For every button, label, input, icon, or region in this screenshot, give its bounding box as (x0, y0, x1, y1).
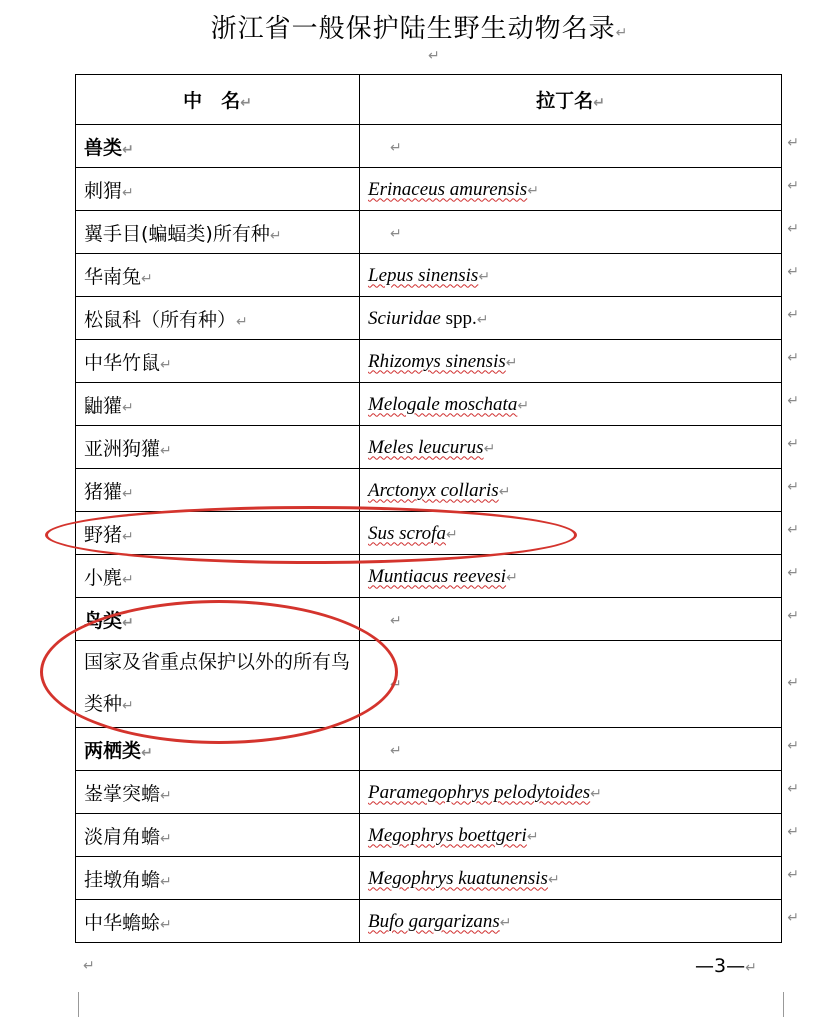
paragraph-mark: ↵ (236, 313, 248, 330)
latin-name-cell (360, 168, 799, 211)
paragraph-mark: ↵ (506, 569, 518, 586)
paragraph-mark: ↵ (517, 397, 530, 414)
chinese-name-text: 野猪 (84, 523, 123, 546)
latin-name-text: Sciuridae (368, 307, 441, 329)
row-end-mark: ↵ (787, 607, 799, 624)
paragraph-mark: ↵ (160, 830, 172, 847)
chinese-name-text: 中华蟾蜍 (84, 911, 161, 934)
chinese-name-cell (76, 512, 360, 555)
row-end-mark: ↵ (787, 866, 799, 883)
paragraph-mark: ↵ (122, 571, 134, 588)
paragraph-mark: ↵ (141, 270, 153, 287)
latin-name-text: Sus scrofa (368, 522, 446, 544)
chinese-name-cell (76, 168, 360, 211)
latin-name-text: Paramegophrys pelodytoides (368, 781, 591, 803)
chinese-name-text: 两栖类 (84, 739, 142, 762)
table-row (76, 814, 782, 857)
latin-name-cell (360, 512, 799, 555)
chinese-name-text: 中华竹鼠 (84, 351, 161, 374)
row-end-mark: ↵ (787, 909, 799, 926)
page-number-text: —3— (695, 955, 746, 977)
paragraph-mark: ↵ (160, 356, 172, 373)
chinese-name-cell (76, 598, 360, 641)
row-end-mark: ↵ (787, 435, 799, 452)
paragraph-mark: ↵ (390, 225, 402, 242)
chinese-name-text: 翼手目(蝙蝠类)所有种 (84, 222, 270, 245)
row-end-mark: ↵ (787, 134, 799, 151)
latin-name-cell (360, 254, 799, 297)
paragraph-mark: ↵ (390, 742, 402, 759)
row-end-mark: ↵ (787, 306, 799, 323)
latin-name-cell (360, 814, 799, 857)
latin-name-text: Erinaceus amurensis (368, 178, 528, 200)
row-end-mark: ↵ (787, 263, 799, 280)
latin-suffix-text: spp. (440, 307, 477, 329)
paragraph-mark: ↵ (547, 871, 560, 888)
paragraph-mark: ↵ (160, 442, 172, 459)
chinese-name-cell (76, 297, 360, 340)
crop-mark-bottom-left (50, 992, 79, 1017)
latin-name-text: Lepus sinensis (368, 264, 479, 286)
latin-name-cell (360, 426, 799, 469)
row-end-mark: ↵ (787, 349, 799, 366)
table-row (76, 211, 782, 254)
species-table (75, 74, 799, 943)
latin-name-text: Rhizomys sinensis (368, 350, 506, 372)
paragraph-mark: ↵ (240, 95, 252, 111)
latin-name-cell (360, 598, 799, 641)
chinese-name-cell (76, 254, 360, 297)
chinese-name-cell (76, 555, 360, 598)
chinese-name-text: 挂墩角蟾 (84, 868, 161, 891)
chinese-name-cell (76, 426, 360, 469)
latin-name-text: Megophrys kuatunensis (368, 867, 548, 889)
paragraph-mark: ↵ (483, 440, 496, 457)
row-end-mark: ↵ (787, 737, 799, 754)
paragraph-mark: ↵ (390, 139, 402, 156)
latin-name-cell (360, 211, 799, 254)
latin-name-cell (360, 340, 799, 383)
paragraph-mark: ↵ (122, 614, 134, 631)
page-title (0, 8, 839, 45)
paragraph-mark: ↵ (498, 483, 511, 500)
latin-name-cell (360, 728, 799, 771)
paragraph-mark: ↵ (83, 958, 95, 974)
chinese-name-cell (76, 340, 360, 383)
header-latin-name (360, 75, 782, 125)
chinese-name-text: 鸟类 (84, 609, 123, 632)
row-end-mark: ↵ (787, 823, 799, 840)
chinese-name-text: 国家及省重点保护以外的所有鸟类种 (84, 651, 351, 715)
table-row (76, 900, 782, 943)
paragraph-mark: ↵ (505, 354, 518, 371)
row-end-mark: ↵ (787, 521, 799, 538)
table-row (76, 641, 782, 728)
latin-name-cell (360, 297, 799, 340)
row-end-mark: ↵ (787, 220, 799, 237)
table-row (76, 426, 782, 469)
latin-name-text: Bufo gargarizans (368, 910, 500, 932)
header-chinese-name (76, 75, 360, 125)
paragraph-mark: ↵ (428, 48, 440, 64)
paragraph-mark: ↵ (615, 25, 629, 41)
table-category-row (76, 728, 782, 771)
paragraph-mark: ↵ (445, 526, 458, 543)
title-text: 浙江省一般保护陆生野生动物名录 (210, 14, 616, 44)
table-row (76, 297, 782, 340)
paragraph-mark: ↵ (593, 95, 605, 111)
chinese-name-text: 鼬獾 (84, 394, 123, 417)
latin-name-text: Meles leucurus (368, 436, 484, 458)
row-end-mark: ↵ (787, 478, 799, 495)
crop-mark-bottom-right (783, 992, 812, 1017)
chinese-name-cell (76, 641, 360, 728)
chinese-name-cell (76, 383, 360, 426)
latin-name-cell (360, 900, 799, 943)
chinese-name-cell (76, 125, 360, 168)
paragraph-mark: ↵ (122, 141, 134, 158)
chinese-name-text: 松鼠科（所有种） (84, 308, 237, 331)
table-category-row (76, 125, 782, 168)
latin-name-text: Arctonyx collaris (368, 479, 499, 501)
latin-name-cell (360, 555, 799, 598)
chinese-name-cell (76, 814, 360, 857)
table-row (76, 168, 782, 211)
table-row (76, 469, 782, 512)
latin-name-cell (360, 125, 799, 168)
paragraph-mark: ↵ (390, 612, 402, 629)
latin-name-cell (360, 641, 799, 728)
paragraph-mark: ↵ (527, 182, 539, 199)
chinese-name-cell (76, 728, 360, 771)
chinese-name-cell (76, 211, 360, 254)
paragraph-mark: ↵ (122, 485, 134, 502)
paragraph-mark: ↵ (160, 916, 172, 933)
row-end-mark: ↵ (787, 177, 799, 194)
latin-name-cell (360, 771, 799, 814)
latin-name-text: Muntiacus reevesi (368, 565, 507, 587)
paragraph-mark: ↵ (122, 528, 134, 545)
paragraph-mark: ↵ (590, 785, 602, 802)
chinese-name-cell (76, 771, 360, 814)
header-chinese-name-text: 中 名 (183, 90, 241, 112)
paragraph-mark: ↵ (745, 960, 757, 976)
chinese-name-text: 小麂 (84, 566, 123, 589)
paragraph-mark: ↵ (499, 914, 512, 931)
chinese-name-text: 猪獾 (84, 480, 123, 503)
paragraph-mark: ↵ (390, 677, 402, 693)
paragraph-mark: ↵ (122, 184, 134, 201)
table-row (76, 254, 782, 297)
row-end-mark: ↵ (787, 564, 799, 581)
table-row (76, 857, 782, 900)
latin-name-text: Melogale moschata (368, 393, 518, 415)
table-row (76, 340, 782, 383)
chinese-name-cell (76, 900, 360, 943)
chinese-name-text: 崟掌突蟾 (84, 782, 161, 805)
table-header-row (76, 75, 782, 125)
paragraph-mark: ↵ (526, 828, 539, 845)
row-end-mark: ↵ (787, 392, 799, 409)
chinese-name-text: 亚洲狗獾 (84, 437, 161, 460)
paragraph-mark: ↵ (160, 787, 172, 804)
chinese-name-text: 刺猬 (84, 179, 123, 202)
paragraph-mark: ↵ (476, 311, 489, 328)
table-category-row (76, 598, 782, 641)
paragraph-mark: ↵ (478, 268, 491, 285)
chinese-name-cell (76, 857, 360, 900)
row-end-mark: ↵ (787, 780, 799, 797)
row-end-mark: ↵ (787, 675, 799, 691)
latin-name-cell (360, 383, 799, 426)
paragraph-mark: ↵ (160, 873, 172, 890)
chinese-name-text: 华南兔 (84, 265, 142, 288)
paragraph-mark: ↵ (269, 227, 282, 244)
paragraph-mark: ↵ (141, 744, 153, 761)
header-latin-name-text: 拉丁名 (536, 90, 594, 112)
paragraph-mark: ↵ (122, 698, 134, 714)
chinese-name-text: 兽类 (84, 136, 123, 159)
table-row (76, 771, 782, 814)
latin-name-cell (360, 469, 799, 512)
chinese-name-cell (76, 469, 360, 512)
page-number (695, 955, 757, 977)
chinese-name-text: 淡肩角蟾 (84, 825, 161, 848)
table-row (76, 383, 782, 426)
table-row (76, 512, 782, 555)
table-row (76, 555, 782, 598)
latin-name-text: Megophrys boettgeri (368, 824, 527, 846)
paragraph-mark: ↵ (122, 399, 134, 416)
latin-name-cell (360, 857, 799, 900)
